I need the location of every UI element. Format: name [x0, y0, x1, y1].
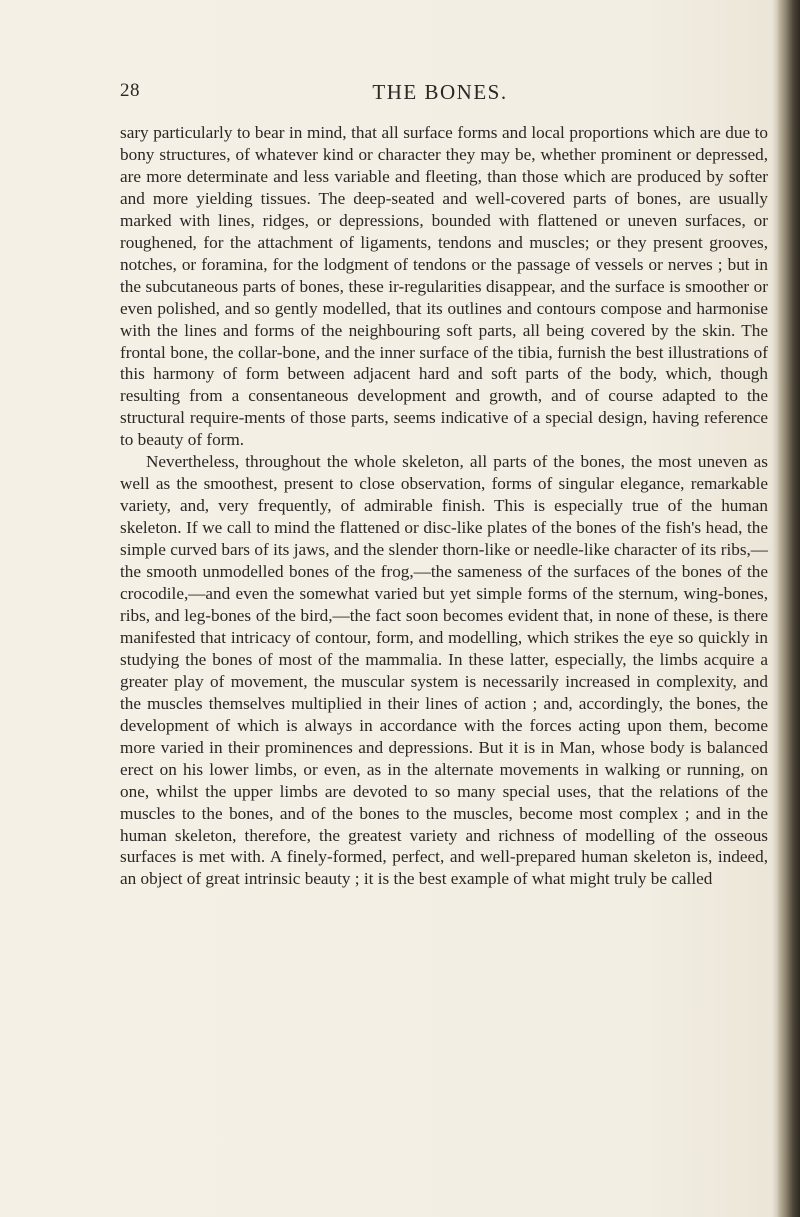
paragraph-continued: sary particularly to bear in mind, that all surface forms and local proportions which are due to bony structures, of whatever kind or character they may be, whether prominent or depressed, are more determinate and less variable and fleeting, than those which are produced by softer and more yielding tissues. The deep-seated and well-covered parts of bones, are usually marked with lines, ridges, or depressions, bounded with flattened or uneven surfaces, or roughened, for the attachment of ligaments, tendons and muscles; or they present grooves, notches, or foramina, for the lodgment of tendons or the passage of vessels or nerves ; but in the subcutaneous parts of bones, these ir-regularities disappear, and the surface is smoother or even polished, and so gently modelled, that its outlines and contours compose and harmonise with the lines and forms of the neighbouring soft parts, all being covered by the skin. The frontal bone, the collar-bone, and the inner surface of the tibia, furnish the best illustrations of this harmony of form between adjacent hard and soft parts of the body, which, though resulting from a consentaneous development and growth, and of course adapted to the structural require-ments of those parts, seems indicative of a special design, having reference to beauty of form. [120, 123, 768, 450]
page-header [120, 80, 760, 114]
page-number: 28 [120, 80, 140, 101]
page-edge-shadow [778, 0, 800, 1217]
body-text [120, 122, 768, 890]
paragraph: Nevertheless, throughout the whole skeleton, all parts of the bones, the most uneven as well as the smoothest, present to close observation, forms of singular elegance, remarkable variety, and, very frequently, of admirable finish. This is especially true of the human skeleton. If we call to mind the flattened or disc-like plates of the bones of the fish's head, the simple curved bars of its jaws, and the slender thorn-like or needle-like character of its ribs,—the smooth unmodelled bones of the frog,—the sameness of the surfaces of the bones of the crocodile,—and even the somewhat varied but yet simple forms of the sternum, wing-bones, ribs, and leg-bones of the bird,—the fact soon becomes evident that, in none of these, is there manifested that intricacy of contour, form, and modelling, which strikes the eye so quickly in studying the bones of most of the mammalia. In these latter, especially, the limbs acquire a greater play of movement, the muscular system is necessarily increased in complexity, and the muscles themselves multiplied in their lines of action ; and, accordingly, the bones, the development of which is always in accordance with the forces acting upon them, become more varied in their prominences and depressions. But it is in Man, whose body is balanced erect on his lower limbs, or even, as in the alternate movements in walking or running, on one, whilst the upper limbs are devoted to so many special uses, that the relations of the muscles to the bones, and of the bones to the muscles, become most complex ; and in the human skeleton, therefore, the greatest variety and richness of modelling of the osseous surfaces is met with. A finely-formed, perfect, and well-prepared human skeleton is, indeed, an object of great intrinsic beauty ; it is the best example of what might truly be called [120, 452, 768, 889]
running-title: THE BONES. [372, 80, 508, 104]
